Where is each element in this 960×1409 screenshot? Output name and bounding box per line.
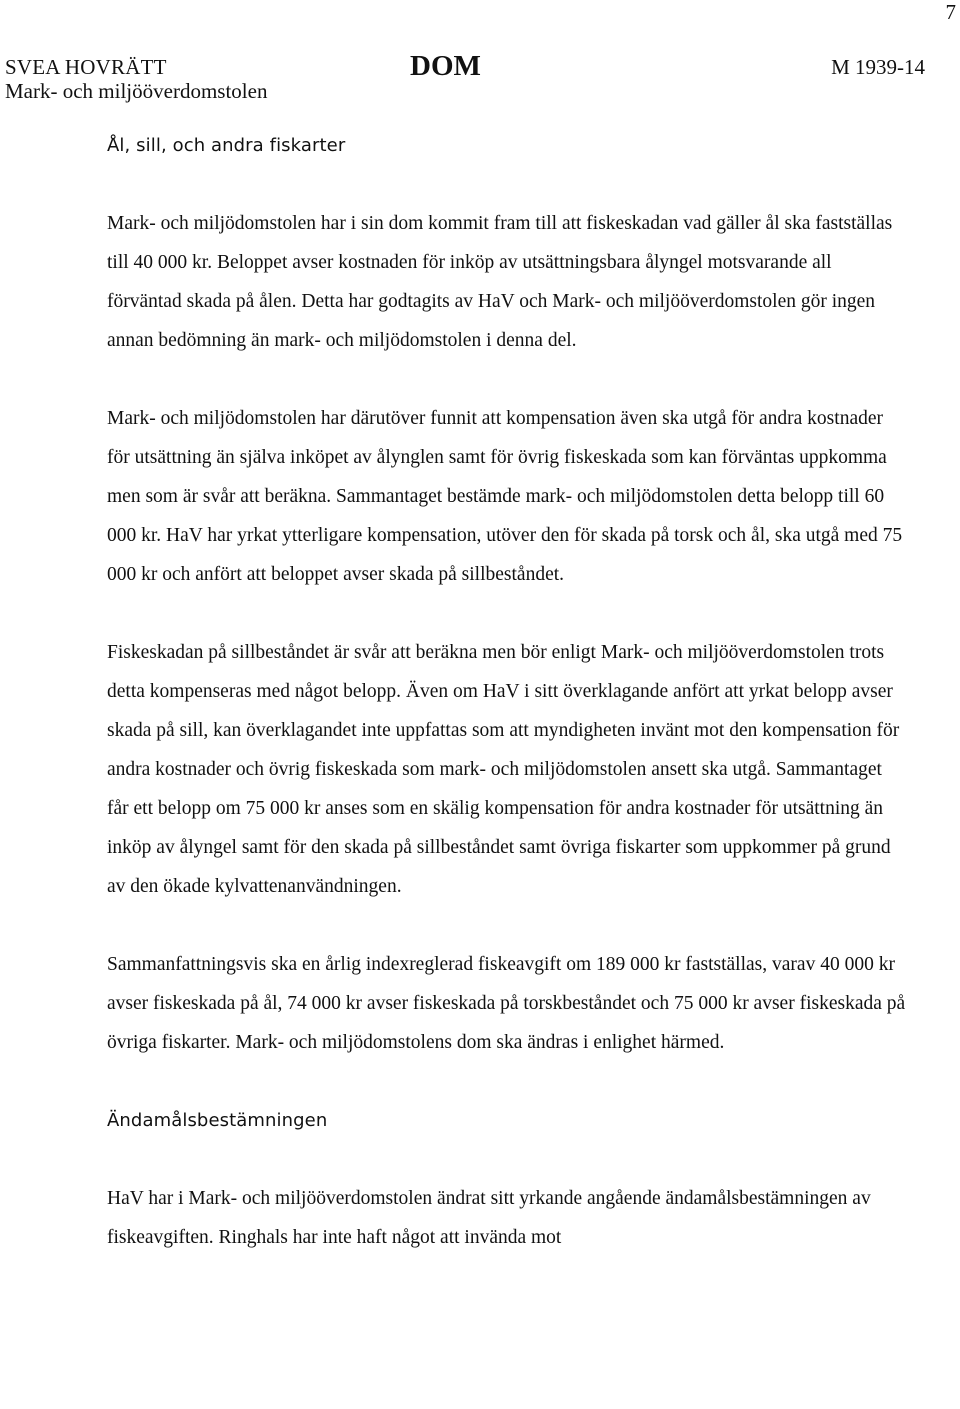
spacer xyxy=(107,1062,907,1101)
section-heading-purpose: Ändamålsbestämningen xyxy=(107,1110,328,1131)
document-body xyxy=(107,126,907,1257)
paragraph-additional-compensation: Mark- och miljödomstolen har därutöver funnit att kompensation även ska utgå för andra kostnader för utsättning än själva inköpet av ålynglen samt för övrig fiskeskada som kan förväntas uppkomma men som är svår att beräkna. Sammantaget bestämde mark- och miljödomstolen detta belopp till 60 000 kr. HaV har yrkat ytterligare kompensation, utöver den för skada på torsk och ål, ska utgå med 75 000 kr och anfört att beloppet avser skada på sillbeståndet. xyxy=(107,408,903,585)
spacer xyxy=(107,360,907,399)
spacer xyxy=(107,1140,907,1179)
document-type: DOM xyxy=(410,50,481,82)
court-name: SVEA HOVRÄTT xyxy=(5,55,167,79)
paragraph-eel-damage: Mark- och miljödomstolen har i sin dom kommit fram till att fiskeskadan vad gäller ål ska fastställas till 40 000 kr. Beloppet avser kostnaden för inköp av utsättningsbara ålyngel motsvarande all förväntad skada på ålen. Detta har godtagits av HaV och Mark- och miljööverdomstolen gör ingen annan bedömning än mark- och miljödomstolen i denna del. xyxy=(107,213,893,351)
spacer xyxy=(107,165,907,204)
spacer xyxy=(107,594,907,633)
document-header xyxy=(5,50,925,107)
subcourt-name: Mark- och miljööverdomstolen xyxy=(5,79,268,103)
page-number: 7 xyxy=(945,0,956,24)
case-number: M 1939-14 xyxy=(831,55,925,79)
spacer xyxy=(107,906,907,945)
paragraph-purpose: HaV har i Mark- och miljööverdomstolen ändrat sitt yrkande angående ändamålsbestämningen av fiskeavgiften. Ringhals har inte haft något att invända mot xyxy=(107,1188,871,1248)
paragraph-herring-damage: Fiskeskadan på sillbeståndet är svår att beräkna men bör enligt Mark- och miljööverdomstolen trots detta kompenseras med något belopp. Även om HaV i sitt överklagande anfört att yrkat belopp avser skada på sill, kan överklagandet inte uppfattas som att myndigheten invänt mot den kompensation för andra kostnader och övrig fiskeskada som mark- och miljödomstolen ansett ska utgå. Sammantaget får ett belopp om 75 000 kr anses som en skälig kompensation för andra kostnader för utsättning än inköp av ålyngel samt för den skada på sillbeståndet samt övriga fiskarter som uppkommer på grund av den ökade kylvattenanvändningen. xyxy=(107,642,900,897)
paragraph-summary: Sammanfattningsvis ska en årlig indexreglerad fiskeavgift om 189 000 kr fastställas, varav 40 000 kr avser fiskeskada på ål, 74 000 kr avser fiskeskada på torskbeståndet och 75 000 kr avser fiskeskada på övriga fiskarter. Mark- och miljödomstolens dom ska ändras i enlighet härmed. xyxy=(107,954,906,1053)
section-heading-fish-species: Ål, sill, och andra fiskarter xyxy=(107,135,346,156)
